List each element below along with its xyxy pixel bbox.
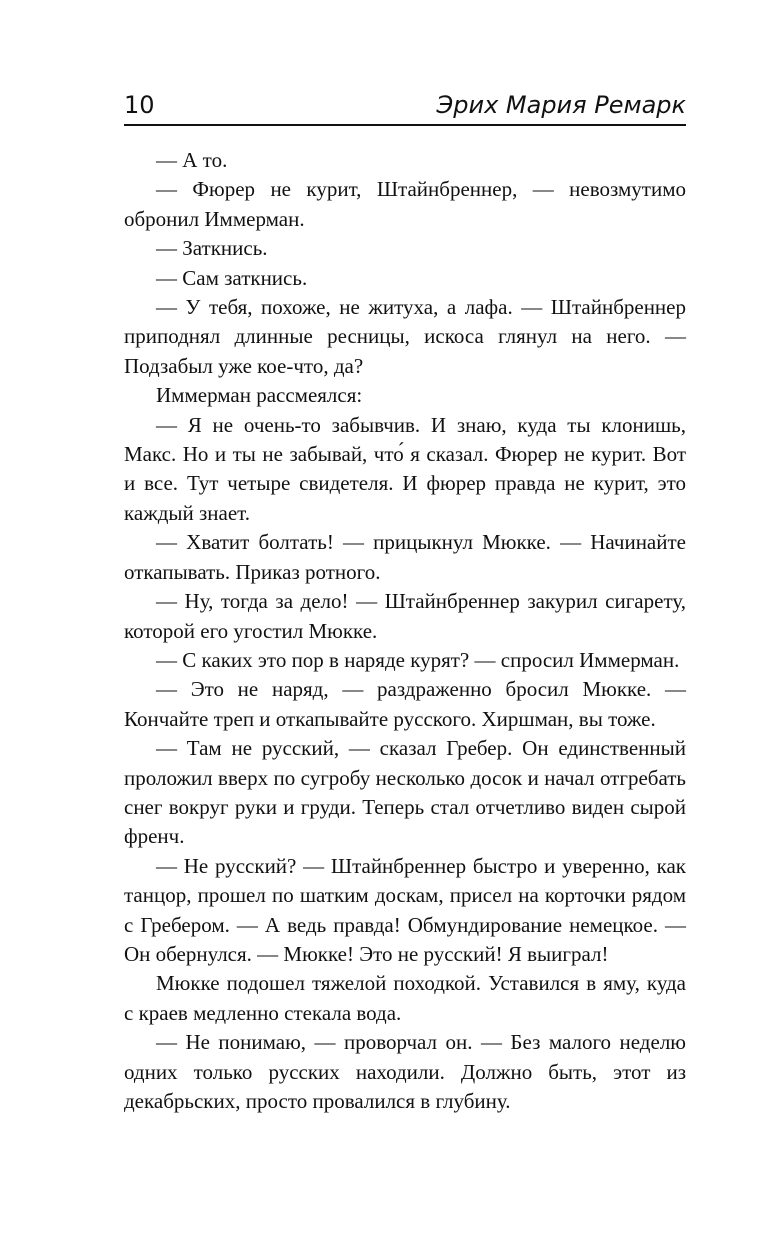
paragraph: — Сам заткнись.	[156, 265, 308, 290]
paragraph: — Не русский? — Штайнбреннер быстро и уверенно, как танцор, прошел по шатким доскам, присел на корточки рядом с Гребером. — А ведь правда! Обмундирование немецкое. — Он обернулся. — Мюкке! Это не русский! Я выиграл!	[124, 853, 686, 966]
running-header	[124, 90, 686, 126]
text-body	[124, 146, 686, 1116]
paragraph: — Хватит болтать! — прицыкнул Мюкке. — Начинайте откапывать. Приказ ротного.	[124, 530, 686, 584]
paragraph: — У тебя, похоже, не житуха, а лафа. — Штайнбреннер приподнял длинные ресницы, искоса глянул на него. — Подзабыл уже кое-что, да?	[124, 295, 686, 378]
paragraph: — Заткнись.	[156, 236, 268, 261]
book-author-header: Эрих Мария Ремарк	[436, 91, 686, 119]
paragraph: — Там не русский, — сказал Гребер. Он единственный проложил вверх по сугробу несколько досок и начал отгребать снег вокруг руки и груди. Теперь стал отчетливо виден сырой френч.	[124, 736, 686, 849]
paragraph: — Фюрер не курит, Штайнбреннер, — невозмутимо обронил Иммерман.	[124, 177, 686, 231]
paragraph: Иммерман рассмеялся:	[156, 383, 363, 408]
book-page	[124, 90, 686, 1116]
paragraph: — Это не наряд, — раздраженно бросил Мюкке. — Кончайте треп и откапывайте русского. Хиршман, вы тоже.	[124, 677, 686, 731]
paragraph: Мюкке подошел тяжелой походкой. Уставился в яму, куда с краев медленно стекала вода.	[124, 971, 686, 1025]
paragraph: — Я не очень-то забывчив. И знаю, куда ты клонишь, Макс. Но и ты не забывай, что́ я сказал. Фюрер не курит. Вот и все. Тут четыре свидетеля. И фюрер правда не курит, это каждый знает.	[124, 412, 686, 525]
paragraph: — А то.	[156, 148, 228, 172]
paragraph: — С каких это пор в наряде курят? — спросил Иммерман.	[156, 647, 680, 672]
paragraph: — Ну, тогда за дело! — Штайнбреннер закурил сигарету, которой его угостил Мюкке.	[124, 589, 686, 643]
page-number: 10	[124, 91, 155, 119]
paragraph: — Не понимаю, — проворчал он. — Без малого неделю одних только русских находили. Должно быть, этот из декабрьских, просто провалился в глубину.	[124, 1030, 686, 1113]
